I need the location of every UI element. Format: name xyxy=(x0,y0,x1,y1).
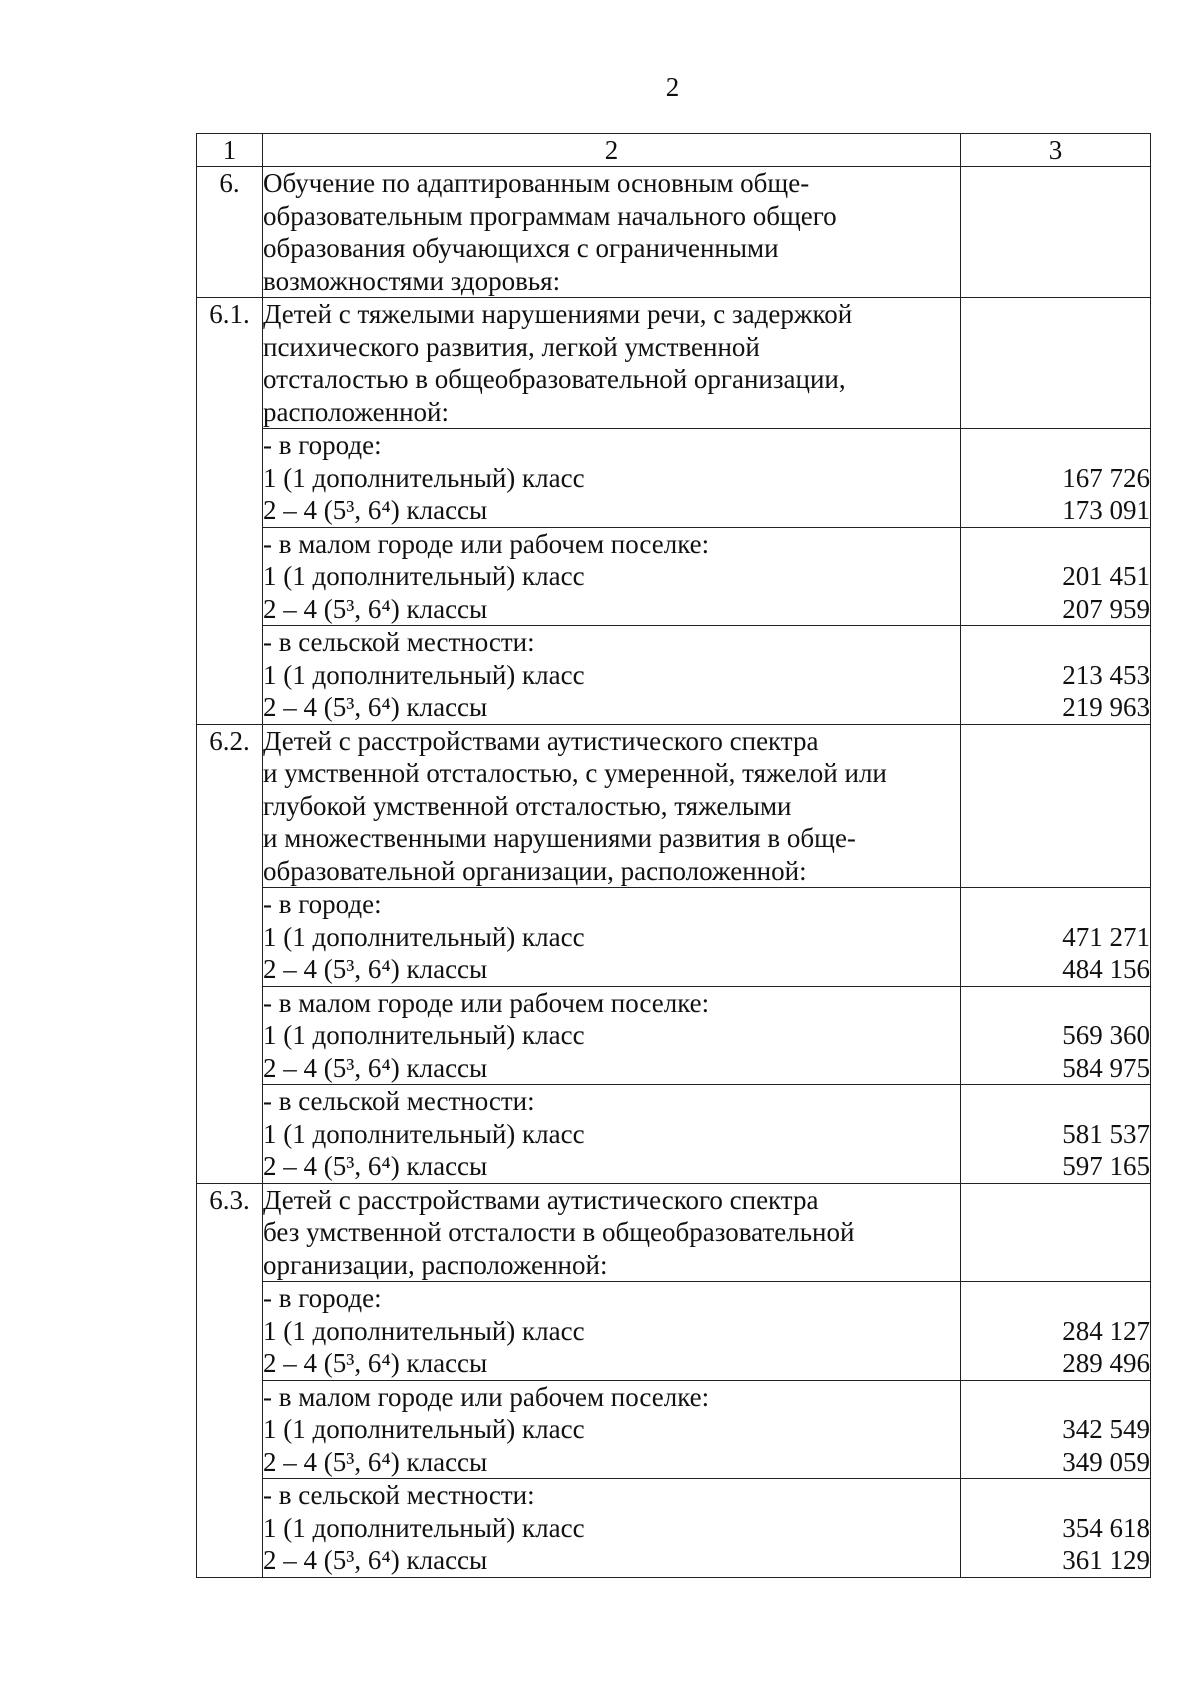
group-row xyxy=(197,888,1151,987)
class-row-2: 2 – 4 (5³, 6⁴) классы xyxy=(263,495,488,525)
section-value-cell xyxy=(961,298,1151,429)
class-row-2: 2 – 4 (5³, 6⁴) классы xyxy=(263,1052,488,1083)
section-title-line: Детей с расстройствами аутистического спектра xyxy=(263,1184,819,1215)
class-row-1: 1 (1 дополнительный) класс xyxy=(263,1020,585,1050)
empty-number-cell xyxy=(197,1282,263,1381)
section-number: 6.1. xyxy=(197,298,263,429)
group-row xyxy=(197,1479,1151,1578)
section-title-line: Детей с тяжелыми нарушениями речи, с задержкой xyxy=(263,299,853,329)
value-row-2: 207 959 xyxy=(1062,593,1150,624)
group-row xyxy=(197,429,1151,528)
value-row-2: 597 165 xyxy=(1062,1151,1150,1181)
empty-number-cell xyxy=(197,429,263,528)
empty-number-cell xyxy=(197,1380,263,1479)
section-title-line: психического развития, легкой умственной xyxy=(263,331,760,362)
section-title-row xyxy=(197,724,1151,888)
header-row xyxy=(197,134,1151,167)
value-row-1: 471 271 xyxy=(1062,921,1150,952)
class-row-2: 2 – 4 (5³, 6⁴) классы xyxy=(263,1446,488,1477)
page-number: 2 xyxy=(665,72,680,102)
class-row-1: 1 (1 дополнительный) класс xyxy=(263,1118,585,1149)
value-spacer xyxy=(961,1282,1150,1315)
location-label: - в городе: xyxy=(263,889,382,919)
class-row-1: 1 (1 дополнительный) класс xyxy=(263,659,585,690)
group-text-cell xyxy=(263,1282,961,1381)
class-row-1: 1 (1 дополнительный) класс xyxy=(263,921,585,952)
group-row xyxy=(197,986,1151,1085)
location-label: - в городе: xyxy=(263,1283,382,1313)
group-text-cell xyxy=(263,429,961,528)
value-row-2: 361 129 xyxy=(1062,1545,1150,1575)
section-number: 6.3. xyxy=(197,1183,263,1282)
section-title-line: отсталостью в общеобразовательной организации, xyxy=(263,364,846,394)
value-spacer xyxy=(961,429,1150,462)
section-title-line: и умственной отсталостью, с умеренной, тяжелой или xyxy=(263,758,887,788)
group-value-cell xyxy=(961,626,1151,725)
group-row xyxy=(197,1085,1151,1184)
group-text-cell xyxy=(263,626,961,725)
value-row-1: 167 726 xyxy=(1062,462,1150,493)
class-row-1: 1 (1 дополнительный) класс xyxy=(263,561,585,591)
group-text-cell xyxy=(263,527,961,626)
section-title xyxy=(263,724,961,888)
empty-number-cell xyxy=(197,626,263,725)
value-spacer xyxy=(961,987,1150,1020)
group-text-cell xyxy=(263,986,961,1085)
section-title-line: возможностями здоровья: xyxy=(263,265,561,296)
empty-number-cell xyxy=(197,527,263,626)
value-row-1: 354 618 xyxy=(1062,1512,1150,1543)
section-title-line: глубокой умственной отсталостью, тяжелыми xyxy=(263,790,792,821)
location-label: - в сельской местности: xyxy=(263,627,535,657)
section-title-line: организации, расположенной: xyxy=(263,1249,608,1280)
section-value-cell xyxy=(961,724,1151,888)
class-row-2: 2 – 4 (5³, 6⁴) классы xyxy=(263,593,488,624)
section-title-line: и множественными нарушениями развития в обще- xyxy=(263,823,856,853)
group-text-cell xyxy=(263,1479,961,1578)
value-row-1: 201 451 xyxy=(1062,561,1150,591)
value-spacer xyxy=(961,1381,1150,1414)
section-title-row xyxy=(197,298,1151,429)
class-row-2: 2 – 4 (5³, 6⁴) классы xyxy=(263,1151,488,1181)
group-value-cell xyxy=(961,429,1151,528)
value-row-1: 569 360 xyxy=(1062,1020,1150,1050)
section-number: 6. xyxy=(197,167,263,298)
class-row-1: 1 (1 дополнительный) класс xyxy=(263,462,585,493)
group-value-cell xyxy=(961,888,1151,987)
class-row-2: 2 – 4 (5³, 6⁴) классы xyxy=(263,1545,488,1575)
value-row-1: 581 537 xyxy=(1062,1118,1150,1149)
section-title xyxy=(263,167,961,298)
section-title-row xyxy=(197,167,1151,298)
group-value-cell xyxy=(961,527,1151,626)
empty-number-cell xyxy=(197,888,263,987)
header-col-2: 2 xyxy=(263,134,961,167)
value-spacer xyxy=(961,1085,1150,1118)
section-title xyxy=(263,298,961,429)
group-row xyxy=(197,626,1151,725)
value-spacer xyxy=(961,626,1150,659)
section-title-row xyxy=(197,1183,1151,1282)
location-label: - в малом городе или рабочем поселке: xyxy=(263,528,710,559)
location-label: - в городе: xyxy=(263,430,382,460)
value-spacer xyxy=(961,528,1150,561)
value-spacer xyxy=(961,1479,1150,1512)
table-body xyxy=(197,134,1151,1578)
group-text-cell xyxy=(263,1380,961,1479)
class-row-1: 1 (1 дополнительный) класс xyxy=(263,1414,585,1444)
empty-number-cell xyxy=(197,1479,263,1578)
group-value-cell xyxy=(961,1380,1151,1479)
section-value-cell xyxy=(961,1183,1151,1282)
section-title-line: без умственной отсталости в общеобразовательной xyxy=(263,1217,855,1247)
value-row-2: 173 091 xyxy=(1062,495,1150,525)
group-text-cell xyxy=(263,888,961,987)
group-row xyxy=(197,1282,1151,1381)
empty-number-cell xyxy=(197,986,263,1085)
section-title-line: Детей с расстройствами аутистического спектра xyxy=(263,725,819,756)
value-row-2: 289 496 xyxy=(1062,1348,1150,1378)
value-row-2: 219 963 xyxy=(1062,692,1150,722)
value-row-1: 284 127 xyxy=(1062,1315,1150,1346)
section-title-line: расположенной: xyxy=(263,396,449,427)
section-title xyxy=(263,1183,961,1282)
location-label: - в малом городе или рабочем поселке: xyxy=(263,987,710,1018)
value-row-2: 349 059 xyxy=(1062,1446,1150,1477)
class-row-2: 2 – 4 (5³, 6⁴) классы xyxy=(263,954,488,984)
group-text-cell xyxy=(263,1085,961,1184)
group-value-cell xyxy=(961,1085,1151,1184)
section-value-cell xyxy=(961,167,1151,298)
section-number: 6.2. xyxy=(197,724,263,888)
value-row-2: 584 975 xyxy=(1062,1052,1150,1083)
class-row-1: 1 (1 дополнительный) класс xyxy=(263,1315,585,1346)
location-label: - в малом городе или рабочем поселке: xyxy=(263,1381,710,1412)
class-row-2: 2 – 4 (5³, 6⁴) классы xyxy=(263,692,488,722)
location-label: - в сельской местности: xyxy=(263,1086,535,1116)
class-row-1: 1 (1 дополнительный) класс xyxy=(263,1512,585,1543)
section-title-line: образования обучающихся с ограниченными xyxy=(263,233,779,263)
location-label: - в сельской местности: xyxy=(263,1480,535,1510)
section-title-line: Обучение по адаптированным основным обще- xyxy=(263,168,810,198)
value-row-1: 342 549 xyxy=(1062,1414,1150,1444)
group-row xyxy=(197,527,1151,626)
group-value-cell xyxy=(961,986,1151,1085)
group-row xyxy=(197,1380,1151,1479)
header-col-3: 3 xyxy=(961,134,1151,167)
header-col-1: 1 xyxy=(197,134,263,167)
section-title-line: образовательным программам начального общего xyxy=(263,200,837,231)
value-row-1: 213 453 xyxy=(1062,659,1150,690)
empty-number-cell xyxy=(197,1085,263,1184)
section-title-line: образовательной организации, расположенной: xyxy=(263,855,807,886)
group-value-cell xyxy=(961,1282,1151,1381)
tariff-table xyxy=(196,133,1151,1578)
value-spacer xyxy=(961,888,1150,921)
value-row-2: 484 156 xyxy=(1062,954,1150,984)
group-value-cell xyxy=(961,1479,1151,1578)
class-row-2: 2 – 4 (5³, 6⁴) классы xyxy=(263,1348,488,1378)
